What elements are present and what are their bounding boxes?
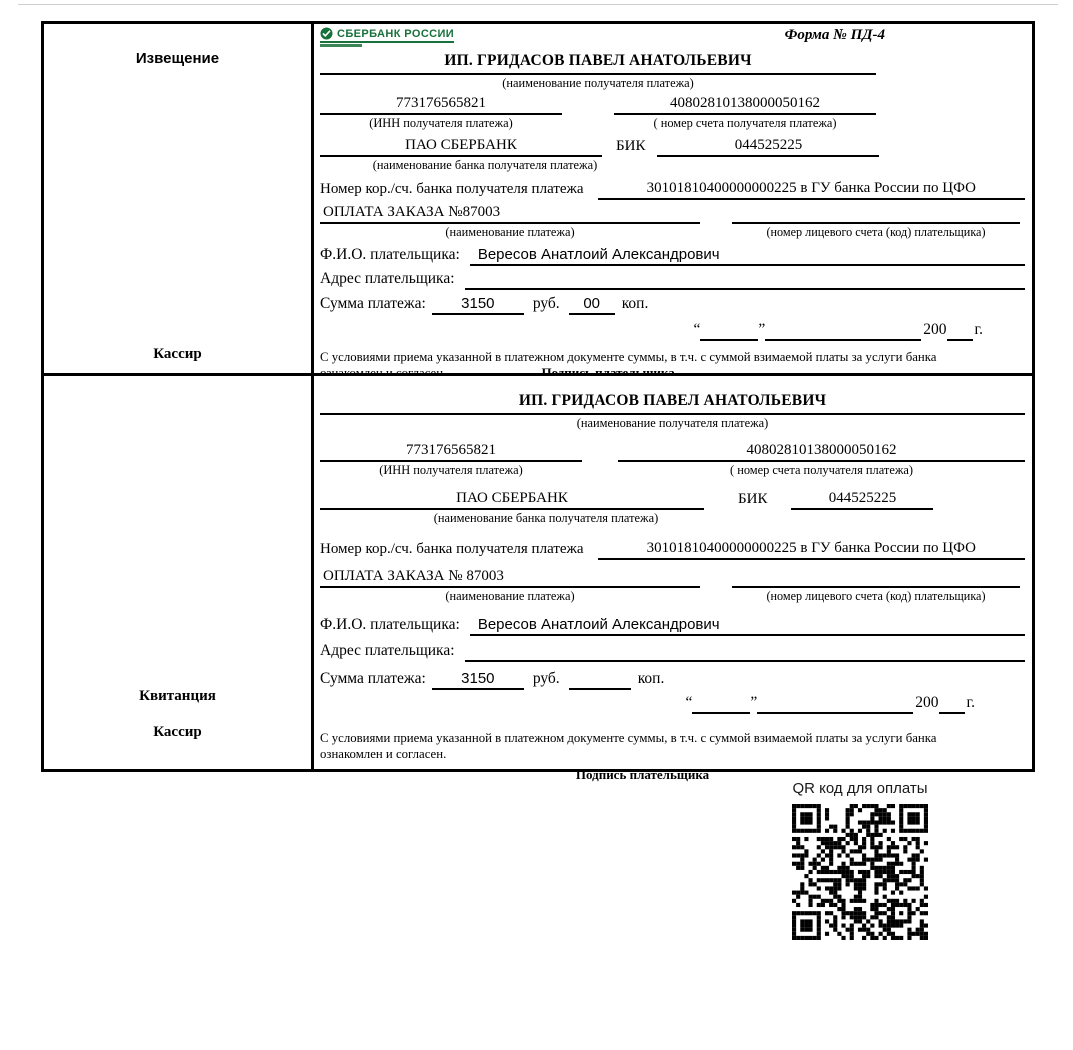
amount-rub-value: 3150 [432, 670, 524, 690]
bank-caption: (наименование банка получателя платежа) [372, 158, 598, 172]
payer-name-value: Вересов Анатлоий Александрович [470, 616, 1025, 636]
year-blank [947, 322, 973, 341]
payment-purpose-row [320, 204, 1025, 224]
amount-row [320, 670, 1025, 690]
amount-kop-value: 00 [569, 295, 615, 315]
inn-account-row [320, 95, 1025, 115]
payment-name-caption: (наименование платежа) [445, 589, 575, 603]
corr-account-value: 30101810400000000225 в ГУ банка России по ЦФО [598, 540, 1025, 560]
page-top-divider [18, 4, 1058, 5]
year-prefix: 200 [915, 694, 939, 711]
recipient-caption: (наименование получателя платежа) [502, 76, 694, 90]
bik-value: 044525225 [791, 490, 933, 510]
bank-bik-row [320, 137, 1025, 157]
signature-label: Подпись плательщика [575, 766, 710, 782]
rub-label: руб. [532, 295, 560, 312]
quote-close: ” [758, 321, 766, 338]
payer-address-row [320, 642, 1025, 662]
payer-address-row [320, 270, 1025, 290]
receipt-left-column [44, 376, 314, 769]
year-suffix: г. [966, 694, 975, 711]
inn-account-captions [320, 462, 1025, 485]
bank-name-value: ПАО СБЕРБАНК [320, 490, 704, 510]
corr-account-row [320, 540, 1025, 560]
personal-account-caption: (номер лицевого счета (код) плательщика) [766, 225, 986, 239]
qr-code [792, 804, 928, 940]
inn-account-captions [320, 115, 1025, 135]
amount-row [320, 295, 1025, 315]
payer-name-row [320, 616, 1025, 636]
receipt-label: Квитанция [139, 688, 216, 704]
purpose-captions [320, 588, 1025, 611]
bank-name-value: ПАО СБЕРБАНК [320, 137, 602, 157]
notice-section [41, 21, 1035, 376]
notice-left-column [44, 24, 314, 373]
account-caption: ( номер счета получателя платежа) [653, 116, 837, 130]
receipt-section [41, 373, 1035, 782]
form-number: Форма № ПД-4 [784, 27, 885, 43]
purpose-captions [320, 224, 1025, 244]
payer-name-label: Ф.И.О. плательщика: [320, 616, 460, 633]
sberbank-logo [320, 27, 454, 47]
quote-close: ” [750, 694, 758, 711]
receipt-form-body [314, 376, 1032, 782]
corr-account-value: 30101810400000000225 в ГУ банка России по ЦФО [598, 180, 1025, 200]
notice-label: Извещение [135, 50, 220, 67]
year-prefix: 200 [923, 321, 947, 338]
recipient-caption: (наименование получателя платежа) [576, 416, 769, 430]
qr-block [770, 780, 950, 945]
terms-line1: С условиями приема указанной в платежном документе суммы, в т.ч. с суммой взимаемой платы за услуги банка [320, 731, 937, 745]
sberbank-logo-text: СБЕРБАНК РОССИИ [337, 27, 455, 40]
account-caption: ( номер счета получателя платежа) [729, 463, 914, 477]
inn-value: 773176565821 [320, 442, 582, 462]
amount-rub-value: 3150 [432, 295, 524, 315]
personal-account-blank [732, 205, 1020, 224]
account-value: 40802810138000050162 [618, 442, 1025, 462]
payment-purpose-row [320, 568, 1025, 588]
year-blank [939, 695, 965, 714]
payer-address-label: Адрес плательщика: [320, 642, 455, 659]
bank-caption: (наименование банка получателя платежа) [433, 511, 659, 525]
amount-label: Сумма платежа: [320, 670, 426, 687]
recipient-name: ИП. ГРИДАСОВ ПАВЕЛ АНАТОЛЬЕВИЧ [320, 52, 876, 75]
inn-account-row [320, 442, 1025, 462]
recipient-name: ИП. ГРИДАСОВ ПАВЕЛ АНАТОЛЬЕВИЧ [320, 392, 1025, 415]
bik-value: 044525225 [657, 137, 879, 157]
order-payment-line: ОПЛАТА ЗАКАЗА №87003 [320, 204, 700, 224]
bik-label: БИК [738, 491, 768, 507]
inn-caption: (ИНН получателя платежа) [379, 463, 523, 477]
kop-label: коп. [637, 670, 665, 687]
date-month-blank [757, 695, 913, 714]
date-day-blank [700, 322, 758, 341]
corr-account-label: Номер кор./сч. банка получателя платежа [320, 541, 584, 557]
date-day-blank [692, 695, 750, 714]
payer-address-label: Адрес плательщика: [320, 270, 455, 287]
payer-address-blank [465, 643, 1025, 662]
year-suffix: г. [974, 321, 983, 338]
bank-bik-row [320, 490, 1025, 510]
date-row [320, 321, 983, 341]
corr-account-row [320, 180, 1025, 200]
notice-form-body [314, 24, 1032, 373]
rub-label: руб. [532, 670, 560, 687]
quote-open: “ [693, 321, 701, 338]
account-value: 40802810138000050162 [614, 95, 876, 115]
personal-account-caption: (номер лицевого счета (код) плательщика) [766, 589, 986, 603]
bik-label: БИК [616, 138, 646, 154]
amount-label: Сумма платежа: [320, 295, 426, 312]
personal-account-blank [732, 569, 1020, 588]
payment-name-caption: (наименование платежа) [445, 225, 575, 239]
sberbank-coin-icon [320, 27, 333, 40]
header-row [320, 27, 1025, 52]
payer-name-label: Ф.И.О. плательщика: [320, 246, 460, 263]
date-row [320, 694, 975, 714]
date-month-blank [765, 322, 921, 341]
qr-label: QR код для оплаты [792, 780, 928, 797]
quote-open: “ [685, 694, 693, 711]
kop-label: коп. [621, 295, 649, 312]
amount-kop-blank [569, 671, 631, 690]
payer-name-value: Вересов Анатлоий Александрович [470, 246, 1025, 266]
cashier-label: Кассир [153, 346, 202, 362]
corr-account-label: Номер кор./сч. банка получателя платежа [320, 181, 584, 197]
inn-value: 773176565821 [320, 95, 562, 115]
cashier-label: Кассир [153, 724, 202, 740]
payer-name-row [320, 246, 1025, 266]
payer-address-blank [465, 271, 1025, 290]
sberbank-logo-tagline-strip [320, 44, 362, 47]
terms-line1: С условиями приема указанной в платежном документе суммы, в т.ч. с суммой взимаемой платы за услуги банка [320, 350, 937, 364]
order-payment-line: ОПЛАТА ЗАКАЗА № 87003 [320, 568, 700, 588]
inn-caption: (ИНН получателя платежа) [369, 116, 513, 130]
terms-block [320, 730, 1025, 783]
terms-line2: ознакомлен и согласен. [320, 747, 447, 762]
